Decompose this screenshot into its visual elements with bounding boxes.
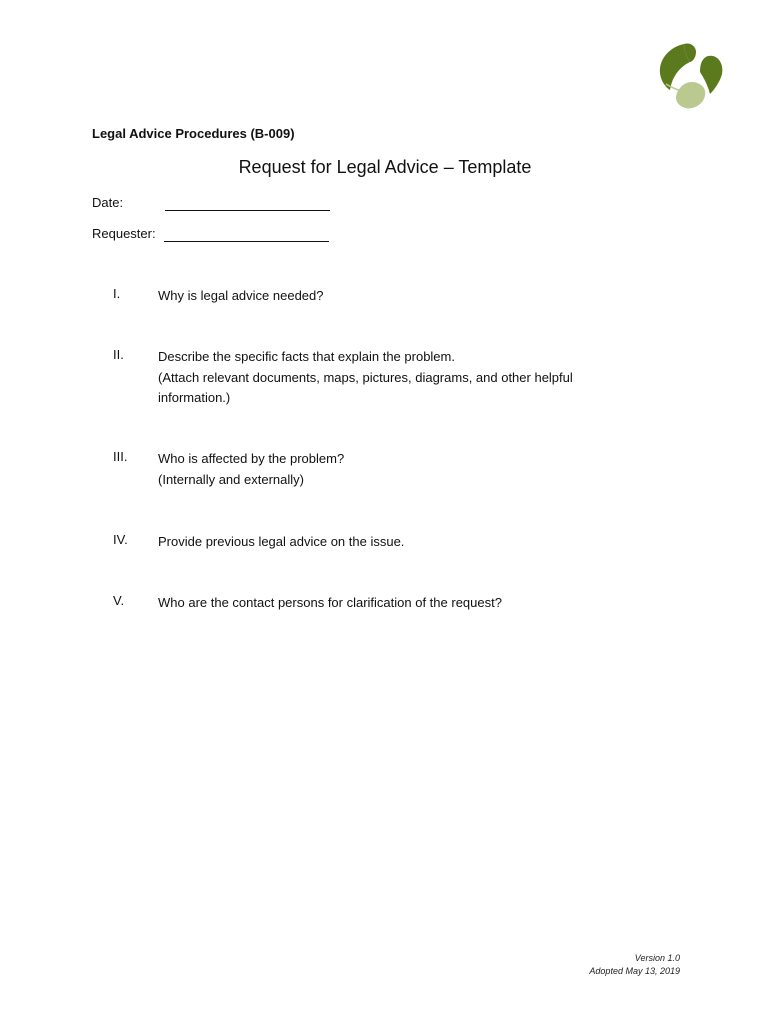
question-text — [158, 532, 628, 553]
question-line: (Internally and externally) — [158, 471, 304, 487]
question-line: (Attach relevant documents, maps, pictures, diagrams, and other helpful — [158, 369, 573, 385]
requester-field — [92, 226, 156, 241]
question-line: information.) — [158, 390, 231, 405]
question-text — [158, 286, 628, 307]
requester-label: Requester: — [92, 226, 156, 241]
question-text — [158, 593, 628, 614]
page-title: Request for Legal Advice – Template — [238, 157, 532, 177]
question-line: Describe the specific facts that explain the problem. — [158, 349, 455, 364]
leaf-logo-icon — [656, 40, 726, 112]
date-label: Date: — [92, 195, 124, 210]
question-text — [158, 347, 628, 409]
version-text: Version 1.0 — [634, 953, 680, 963]
question-numeral: III. — [113, 449, 128, 464]
date-field — [92, 195, 123, 210]
question-numeral: V. — [113, 593, 125, 608]
question-numeral: I. — [113, 286, 121, 301]
question-line: Who is affected by the problem? — [158, 451, 345, 466]
date-blank-line — [165, 210, 330, 211]
question-numeral: IV. — [113, 532, 128, 547]
question-line: Who are the contact persons for clarification of the request? — [158, 595, 502, 610]
question-text — [158, 449, 628, 490]
procedure-title: Legal Advice Procedures (B-009) — [92, 126, 295, 141]
question-line: Provide previous legal advice on the issue. — [158, 534, 405, 549]
question-numeral: II. — [113, 347, 124, 362]
requester-blank-line — [164, 241, 329, 242]
version-footer — [589, 952, 680, 978]
question-line: Why is legal advice needed? — [158, 288, 324, 303]
adopted-date-text: Adopted May 13, 2019 — [589, 966, 680, 976]
